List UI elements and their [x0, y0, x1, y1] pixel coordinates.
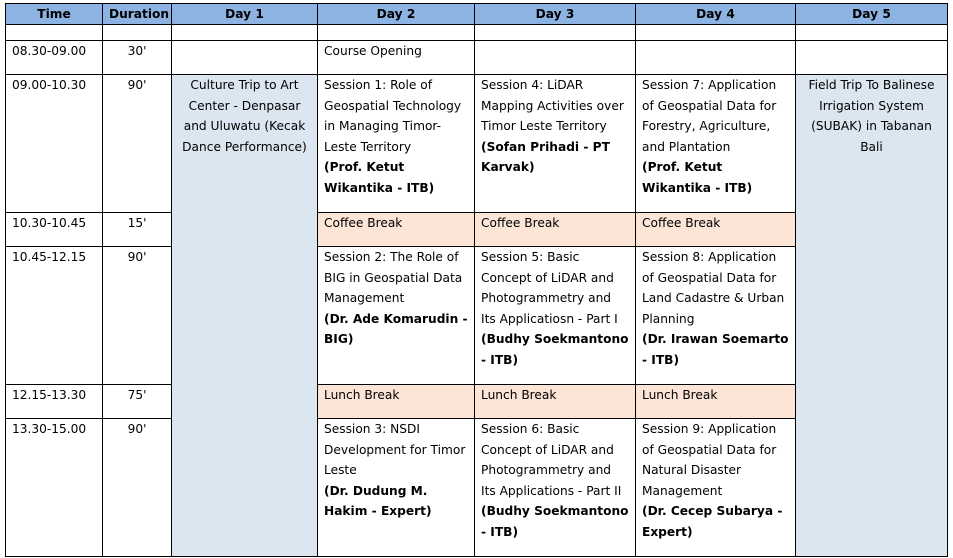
day5-cell	[796, 41, 948, 75]
time-cell: 08.30-09.00	[6, 41, 103, 75]
session-text: Session 3: NSDI Development for Timor Leste	[324, 422, 466, 477]
day2-cell	[318, 213, 475, 247]
time-cell: 10.30-10.45	[6, 213, 103, 247]
session-speaker: (Sofan Prihadi - PT Karvak)	[481, 139, 610, 174]
day5-activity: Field Trip To Balinese Irrigation System (SUBAK) in Tabanan Bali	[808, 78, 935, 154]
session-speaker: (Budhy Soekmantono - ITB)	[481, 504, 629, 539]
duration-cell: 90'	[103, 75, 172, 213]
break-text: Lunch Break	[481, 388, 557, 402]
session-text: Session 6: Basic Concept of LiDAR and Photogrammetry and Its Applications - Part II	[481, 422, 622, 498]
time-cell: 12.15-13.30	[6, 385, 103, 419]
duration-cell: 90'	[103, 419, 172, 557]
session-speaker: (Dr. Cecep Subarya - Expert)	[642, 504, 783, 539]
table-row	[6, 75, 948, 213]
day5-activity-cell	[796, 75, 948, 557]
session-speaker: (Dr. Ade Komarudin - BIG)	[324, 311, 468, 346]
session-text: Session 4: LiDAR Mapping Activities over Timor Leste Territory	[481, 78, 624, 133]
header-day-2: Day 2	[318, 4, 475, 25]
session-text: Session 9: Application of Geospatial Data for Natural Disaster Management	[642, 422, 777, 498]
break-text: Lunch Break	[642, 388, 718, 402]
break-text: Coffee Break	[481, 216, 560, 230]
break-text: Coffee Break	[642, 216, 721, 230]
header-day-5: Day 5	[796, 4, 948, 25]
session-speaker: (Prof. Ketut Wikantika - ITB)	[642, 160, 753, 195]
day1-activity-cell	[172, 75, 318, 557]
header-day-1: Day 1	[172, 4, 318, 25]
day3-cell	[475, 75, 636, 213]
table-row	[6, 41, 948, 75]
duration-cell: 90'	[103, 247, 172, 385]
day2-cell	[318, 419, 475, 557]
day4-cell	[636, 385, 796, 419]
header-duration: Duration	[103, 4, 172, 25]
day3-cell	[475, 41, 636, 75]
header-time: Time	[6, 4, 103, 25]
day2-cell	[318, 41, 475, 75]
day4-cell	[636, 213, 796, 247]
session-text: Session 2: The Role of BIG in Geospatial Data Management	[324, 250, 463, 305]
day3-cell	[475, 213, 636, 247]
day1-cell	[172, 41, 318, 75]
day3-cell	[475, 419, 636, 557]
day3-cell	[475, 385, 636, 419]
session-text: Session 8: Application of Geospatial Data for Land Cadastre & Urban Planning	[642, 250, 785, 326]
day4-cell	[636, 419, 796, 557]
day1-activity: Culture Trip to Art Center - Denpasar and Uluwatu (Kecak Dance Performance)	[182, 78, 307, 154]
day3-cell	[475, 247, 636, 385]
session-speaker: (Budhy Soekmantono - ITB)	[481, 332, 629, 367]
session-speaker: (Dr. Dudung M. Hakim - Expert)	[324, 483, 432, 518]
time-cell: 10.45-12.15	[6, 247, 103, 385]
day4-cell	[636, 41, 796, 75]
duration-cell: 30'	[103, 41, 172, 75]
spacer-row	[6, 25, 948, 41]
session-speaker: (Prof. Ketut Wikantika - ITB)	[324, 160, 435, 195]
day2-cell	[318, 247, 475, 385]
session-text: Session 5: Basic Concept of LiDAR and Photogrammetry and Its Applicatiosn - Part I	[481, 250, 618, 326]
schedule-table	[5, 3, 948, 557]
duration-cell: 15'	[103, 213, 172, 247]
time-cell: 13.30-15.00	[6, 419, 103, 557]
day2-cell	[318, 75, 475, 213]
header-day-4: Day 4	[636, 4, 796, 25]
session-text: Session 7: Application of Geospatial Data for Forestry, Agriculture, and Plantation	[642, 78, 777, 154]
break-text: Lunch Break	[324, 388, 400, 402]
duration-cell: 75'	[103, 385, 172, 419]
session-text: Session 1: Role of Geospatial Technology in Managing Timor-Leste Territory	[324, 78, 462, 154]
day4-cell	[636, 75, 796, 213]
session-text: Course Opening	[324, 44, 422, 58]
header-day-3: Day 3	[475, 4, 636, 25]
header-row	[6, 4, 948, 25]
time-cell: 09.00-10.30	[6, 75, 103, 213]
break-text: Coffee Break	[324, 216, 403, 230]
day4-cell	[636, 247, 796, 385]
session-speaker: (Dr. Irawan Soemarto - ITB)	[642, 332, 789, 367]
day2-cell	[318, 385, 475, 419]
